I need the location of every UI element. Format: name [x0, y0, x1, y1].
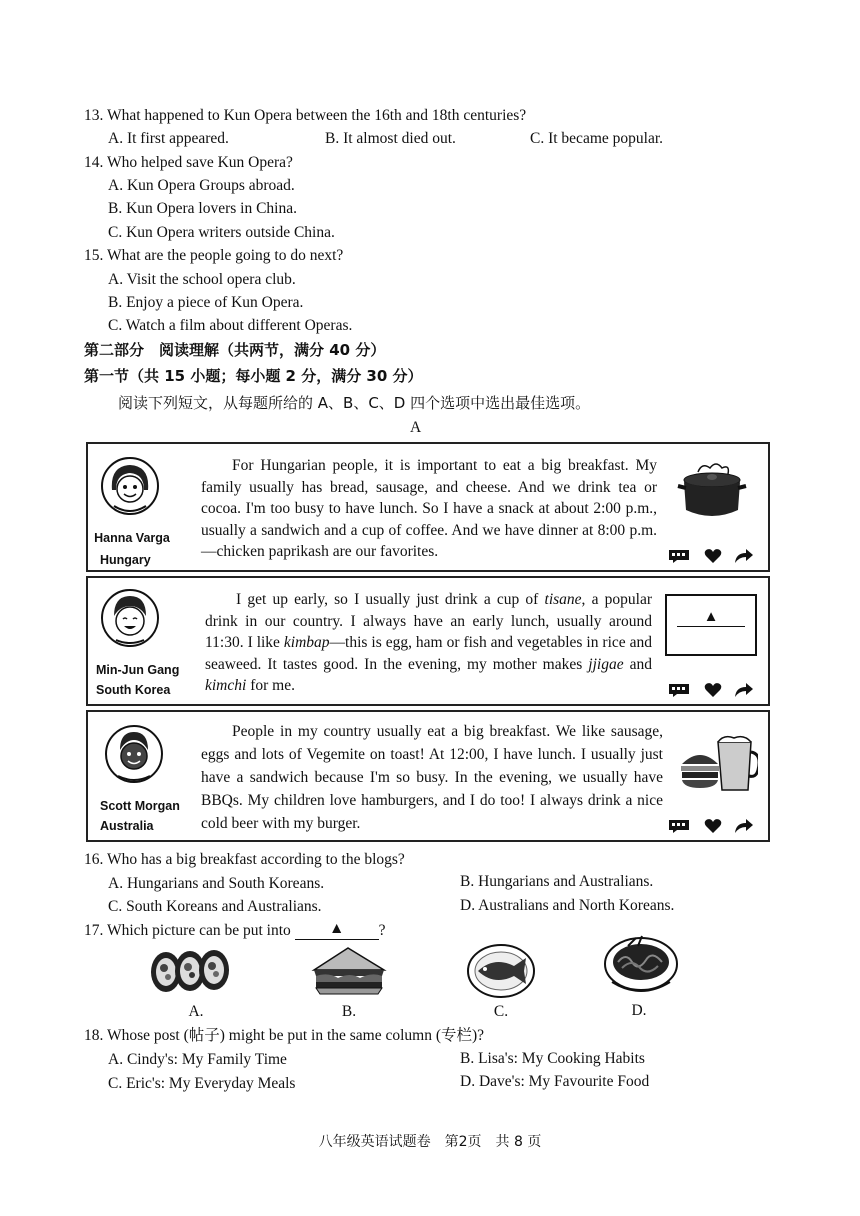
instruction: 阅读下列短文，从每题所给的 A、B、C、D 四个选项中选出最佳选项。 [118, 394, 591, 412]
blog-post-australia [86, 710, 770, 842]
q15-stem: 15. What are the people going to do next? [84, 247, 344, 264]
blank-marker: ▲ [295, 919, 379, 940]
blogger-country: South Korea [96, 683, 171, 697]
food-term: kimchi [205, 677, 247, 694]
q14-option-c: C. Kun Opera writers outside China. [108, 224, 335, 241]
food-term: kimbap [283, 634, 330, 651]
blogger-name: Min-Jun Gang [96, 663, 180, 677]
blog-paragraph [205, 589, 652, 697]
blog-paragraph: For Hungarian people, it is important to eat a big breakfast. My family usually has bread, sausage, and cheese. And we drink tea or cocoa. I'm too busy to have lunch. So I have a snack at about 2:00 p.m., usually a sandwich and a cup of coffee. And we have dinner at 8:00 p.m.—chicken paprikash are our favorites. [201, 457, 657, 560]
avatar-icon [104, 724, 164, 784]
kimbap-rolls-picture [146, 944, 236, 998]
share-icon[interactable] [734, 548, 754, 564]
heart-icon[interactable] [704, 682, 722, 698]
q18-option-b: B. Lisa's: My Cooking Habits [460, 1050, 645, 1067]
food-term: jjigae [588, 655, 624, 673]
page-footer: 八年级英语试题卷 第2页 共 8 页 [318, 1134, 542, 1150]
q17-label-d: D. [631, 1002, 647, 1019]
q18-option-a: A. Cindy's: My Family Time [108, 1051, 287, 1068]
q15-option-b: B. Enjoy a piece of Kun Opera. [108, 294, 304, 311]
sandwich-picture [308, 944, 390, 998]
cooking-pot-icon [676, 458, 748, 524]
q16-option-c: C. South Koreans and Australians. [108, 898, 322, 915]
q17-stem-end: ? [378, 922, 386, 939]
q16-stem: 16. Who has a big breakfast according to the blogs? [84, 851, 405, 868]
q16-option-a: A. Hungarians and South Koreans. [108, 875, 325, 892]
blog-text [201, 455, 657, 563]
post-actions [668, 818, 754, 834]
q17-stem [84, 921, 386, 942]
q17-stem-text: 17. Which picture can be put into [84, 922, 295, 939]
share-icon[interactable] [734, 682, 754, 698]
text-run: —this is egg, ham or fish and vegetables in rice and seaweed. It tastes good. In the evening, my mother makes [205, 634, 652, 673]
q15-option-a: A. Visit the school opera club. [108, 271, 296, 288]
post-actions [668, 682, 754, 698]
q13-option-b: B. It almost died out. [325, 130, 456, 147]
blogger-country: Australia [100, 819, 154, 833]
q15-option-c: C. Watch a film about different Operas. [108, 317, 353, 334]
blogger-name: Hanna Varga [94, 531, 170, 545]
q17-label-c: C. [493, 1003, 509, 1020]
q14-option-a: A. Kun Opera Groups abroad. [108, 177, 295, 194]
blank-marker: ▲ [703, 609, 719, 625]
q16-option-b: B. Hungarians and Australians. [460, 873, 654, 890]
section1-heading: 第一节（共 15 小题；每小题 2 分，满分 30 分） [84, 367, 423, 385]
q14-option-b: B. Kun Opera lovers in China. [108, 200, 297, 217]
blog-text [205, 589, 652, 697]
blog-post-south-korea [86, 576, 770, 706]
text-run: and [623, 655, 652, 673]
share-icon[interactable] [734, 818, 754, 834]
q13-stem: 13. What happened to Kun Opera between the 16th and 18th centuries? [84, 107, 527, 124]
blogger-country: Hungary [100, 553, 151, 567]
avatar-icon [100, 588, 160, 648]
fish-on-plate-picture [466, 942, 536, 1000]
burger-beer-icon [678, 730, 758, 794]
blog-post-hungary [86, 442, 770, 572]
q18-stem: 18. Whose post (帖子) might be put in the same column (专栏)? [84, 1027, 485, 1044]
q17-label-a: A. [188, 1003, 204, 1020]
comment-icon[interactable] [668, 683, 690, 697]
q17-label-b: B. [341, 1003, 357, 1020]
food-term: tisane [544, 591, 582, 608]
post-actions [668, 548, 754, 564]
comment-icon[interactable] [668, 819, 690, 833]
comment-icon[interactable] [668, 549, 690, 563]
heart-icon[interactable] [704, 548, 722, 564]
text-run: , a popular drink in our country. I always have an early lunch, usually around 11:30. I like [205, 591, 652, 651]
avatar-icon [100, 456, 160, 516]
noodles-in-bowl-picture [602, 934, 680, 1002]
text-run: for me. [246, 677, 295, 694]
q13-option-c: C. It became popular. [530, 130, 663, 147]
blog-text [201, 720, 663, 835]
heart-icon[interactable] [704, 818, 722, 834]
q14-stem: 14. Who helped save Kun Opera? [84, 154, 293, 171]
q18-option-d: D. Dave's: My Favourite Food [460, 1073, 650, 1090]
q13-option-a: A. It first appeared. [108, 130, 229, 147]
blogger-name: Scott Morgan [100, 799, 180, 813]
part2-heading: 第二部分 阅读理解（共两节，满分 40 分） [84, 341, 386, 359]
picture-placeholder-box [665, 594, 757, 656]
q18-option-c: C. Eric's: My Everyday Meals [108, 1075, 296, 1092]
q16-option-d: D. Australians and North Koreans. [460, 897, 675, 914]
blog-paragraph: People in my country usually eat a big breakfast. We like sausage, eggs and lots of Vegemite on toast! At 12:00, I have lunch. I usually just have a sandwich because I'm so busy. In the evening, we usually have BBQs. My children love hamburgers, and I do too! I always drink a nice cold beer with my burger. [201, 723, 663, 832]
passage-label: A [410, 419, 422, 436]
text-run: I get up early, so I usually just drink a cup of [236, 591, 545, 608]
